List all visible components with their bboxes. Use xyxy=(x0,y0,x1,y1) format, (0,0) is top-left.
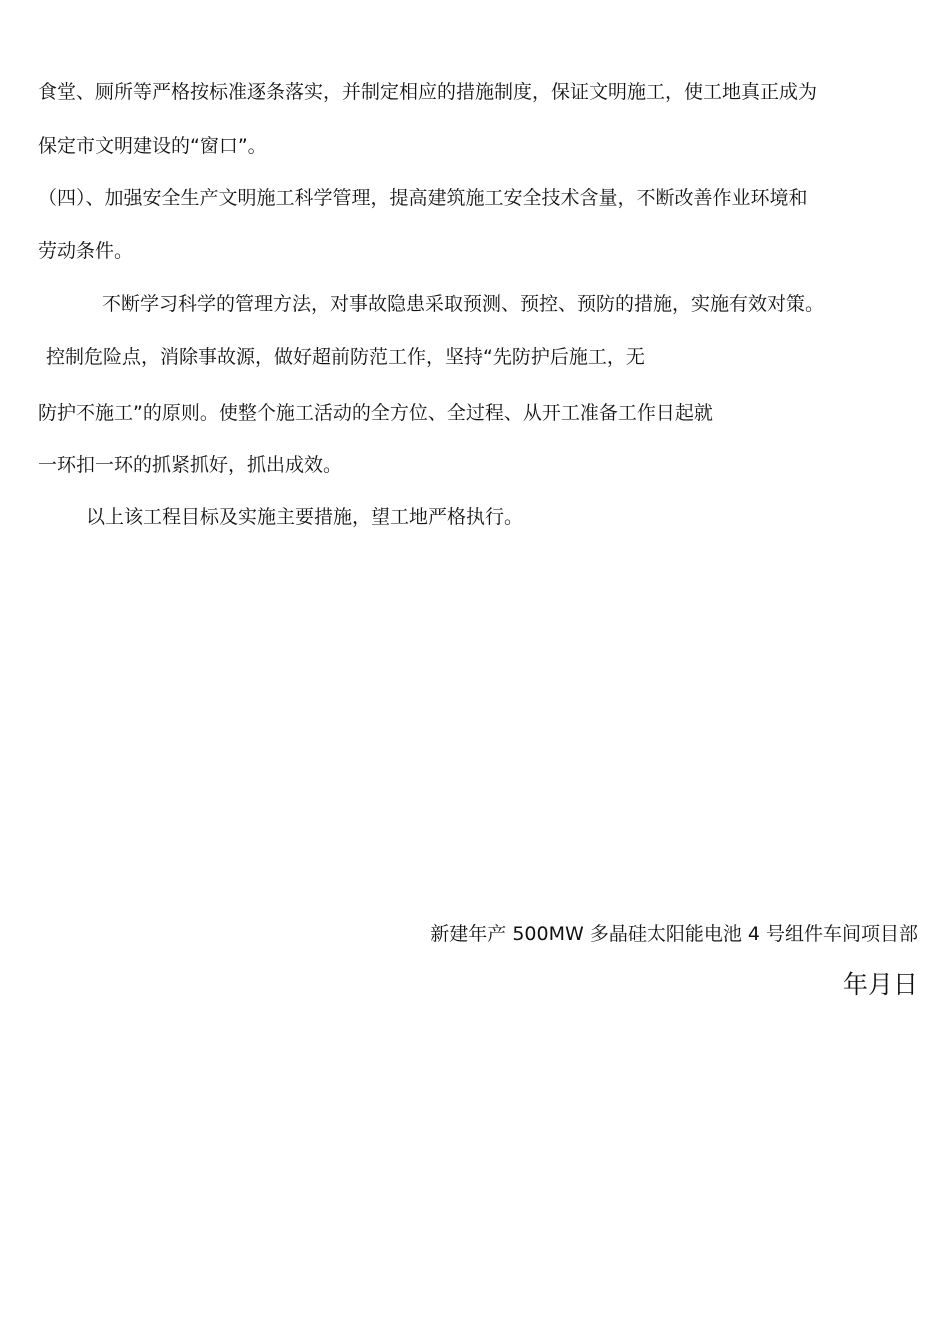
signature-organization: 新建年产 500MW 多晶硅太阳能电池 4 号组件车间项目部 xyxy=(430,923,918,945)
signature-date: 年月日 xyxy=(842,970,918,999)
closing-line: 以上该工程目标及实施主要措施，望工地严格执行。 xyxy=(86,506,524,528)
paragraph-line: 不断学习科学的管理方法，对事故隐患采取预测、预控、预防的措施，实施有效对策。 xyxy=(102,293,825,315)
paragraph-line: 防护不施工”的原则。使整个施工活动的全方位、全过程、从开工准备工作日起就 xyxy=(38,402,713,424)
paragraph-line: 一环扣一环的抓紧抓好，抓出成效。 xyxy=(38,454,343,476)
section-heading-line: 劳动条件。 xyxy=(38,240,134,262)
section-heading-line: （四）、加强安全生产文明施工科学管理，提高建筑施工安全技术含量，不断改善作业环境和 xyxy=(38,187,808,209)
paragraph-line: 食堂、厕所等严格按标准逐条落实，并制定相应的措施制度，保证文明施工，使工地真正成为 xyxy=(38,81,818,103)
paragraph-line: 控制危险点，消除事故源，做好超前防范工作，坚持“先防护后施工，无 xyxy=(46,346,645,368)
paragraph-line: 保定市文明建设的“窗口”。 xyxy=(38,135,267,157)
